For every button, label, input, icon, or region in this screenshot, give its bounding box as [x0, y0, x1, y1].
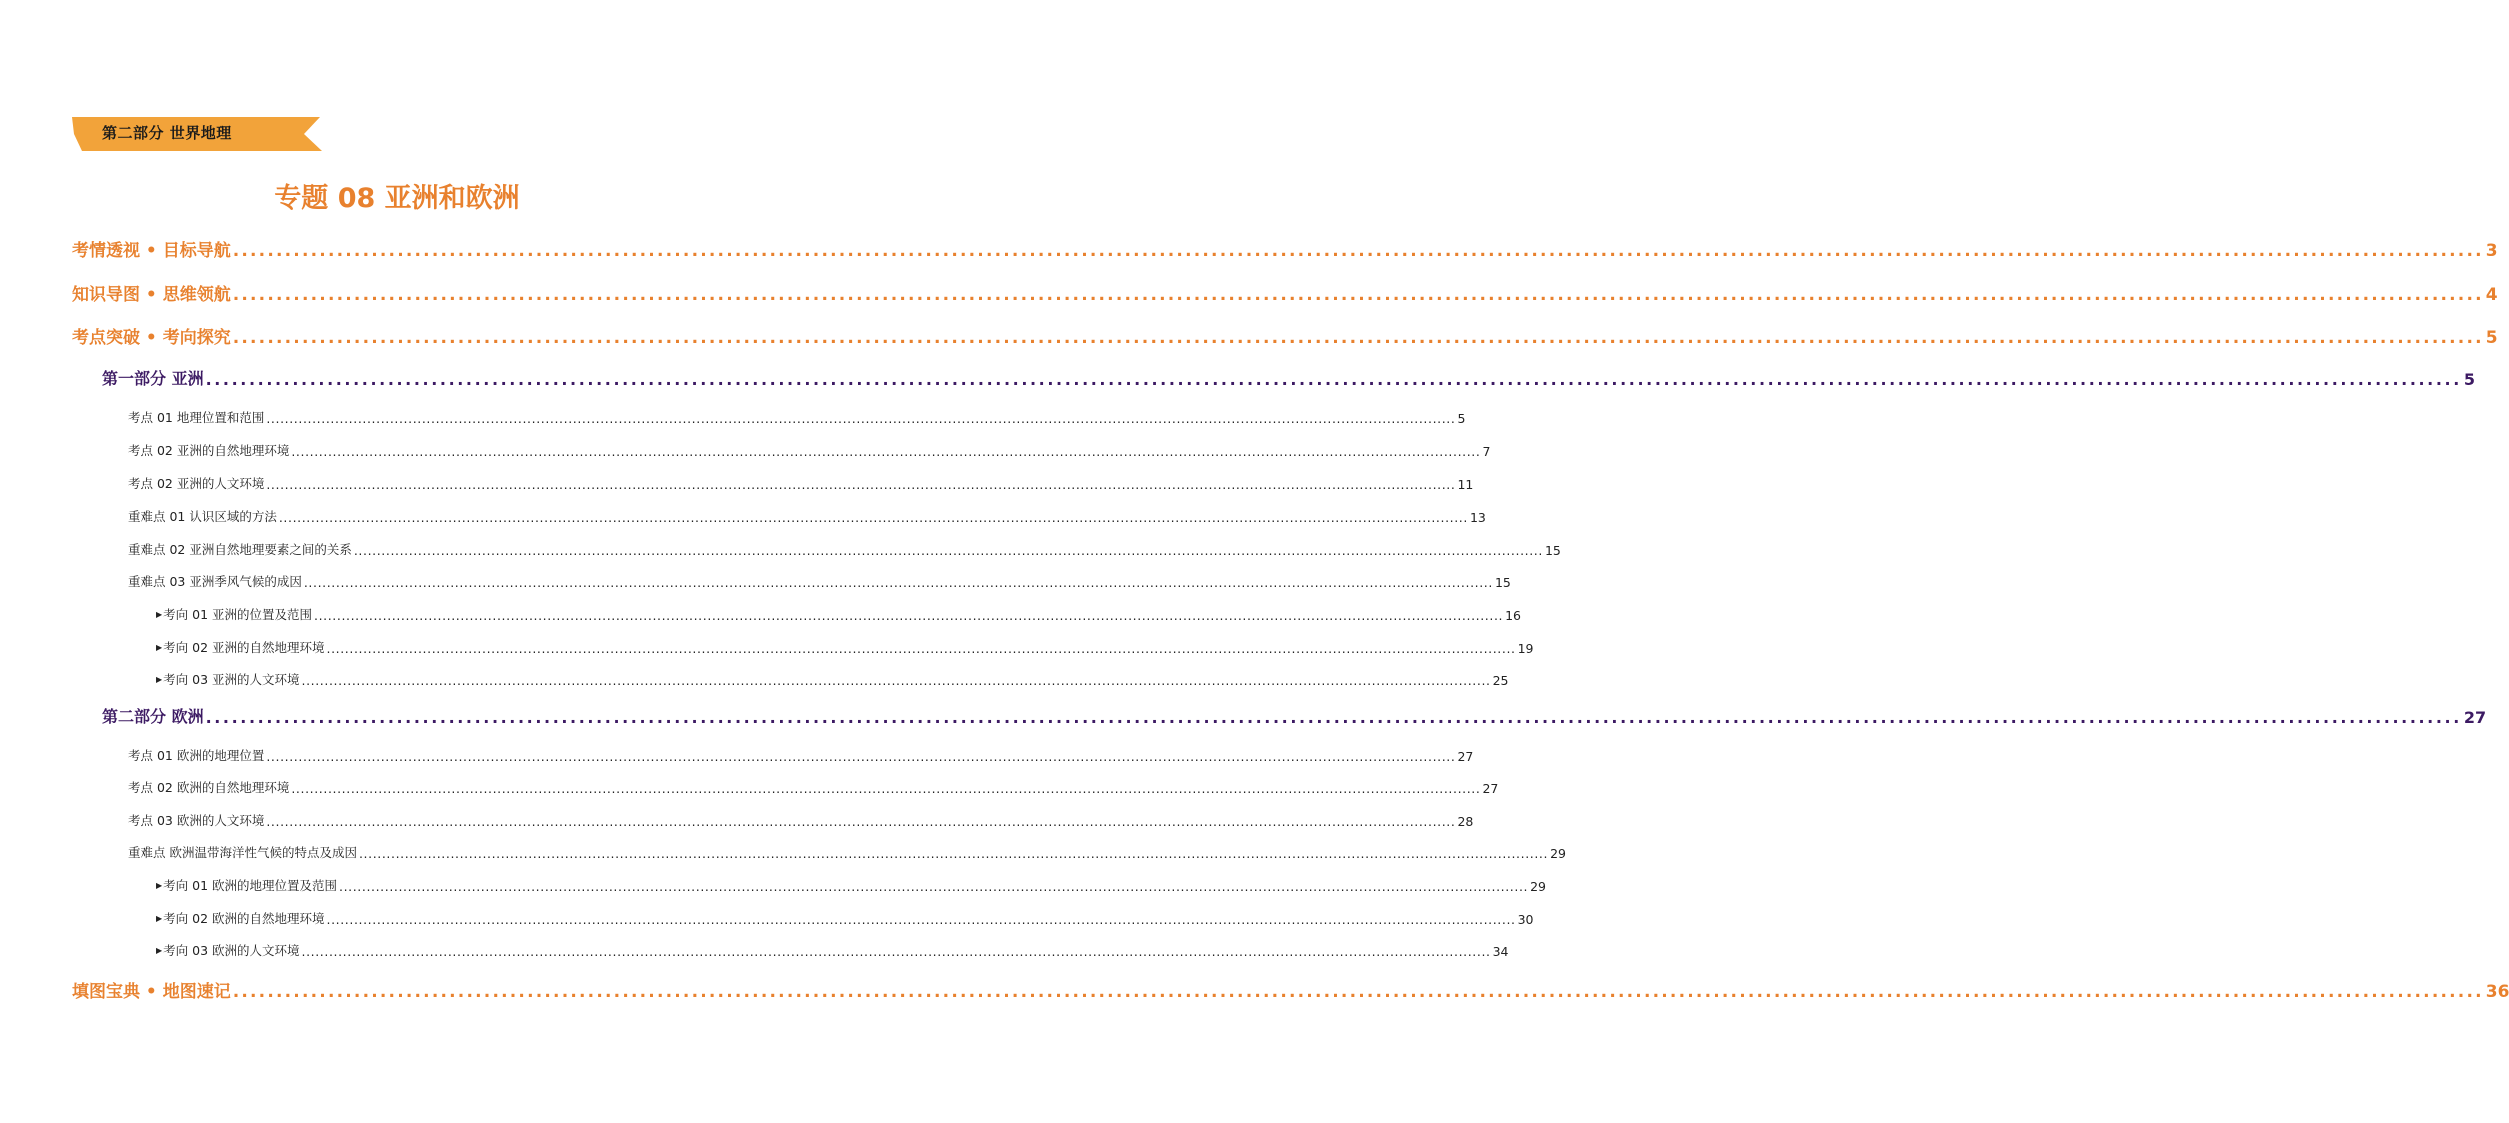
toc-entry-label: 考点 02 亚洲的人文环境 [128, 476, 265, 491]
triangle-right-icon: ▶ [156, 610, 163, 619]
toc-entry[interactable] [128, 507, 1486, 525]
triangle-right-icon: ▶ [156, 946, 163, 955]
toc-entry-page: 36 [2485, 982, 2509, 1002]
toc-entry-page: 29 [1550, 846, 1566, 861]
toc-entry-page: 25 [1492, 673, 1509, 688]
toc-entry-page: 15 [1494, 575, 1511, 590]
dot-leader: .................................................................................................................................................................................................................................................................... [301, 673, 1491, 688]
dot-leader: .................................................................................................................................................................................................................................................................... [326, 912, 1516, 927]
toc-entry[interactable] [156, 909, 1534, 927]
toc-entry-label: 考点 01 地理位置和范围 [128, 410, 265, 425]
toc-entry-label: 考向 03 亚洲的人文环境 [163, 672, 300, 687]
toc-entry[interactable] [128, 843, 1566, 861]
toc-entry-label: 考点 02 亚洲的自然地理环境 [128, 443, 290, 458]
toc-entry-page: 27 [2463, 708, 2487, 727]
toc-entry-label: 考向 03 欧洲的人文环境 [163, 943, 300, 958]
toc-entry-label: 考点 02 欧洲的自然地理环境 [128, 780, 290, 795]
toc-entry-label: 考点 01 欧洲的地理位置 [128, 748, 265, 763]
section-banner [72, 114, 324, 154]
dot-leader: .................................................................................................................................................................................................................................................................... [266, 814, 1456, 829]
dot-leader: .................................................................................................................................................................................................................................................................... [266, 749, 1456, 764]
toc-entry[interactable] [72, 323, 2498, 348]
toc-entry-label: 考向 02 亚洲的自然地理环境 [163, 640, 325, 655]
toc-entry-page: 13 [1469, 510, 1486, 525]
toc-entry-page: 11 [1457, 477, 1474, 492]
toc-entry[interactable] [128, 811, 1474, 829]
toc-entry[interactable] [128, 441, 1491, 459]
dot-leader: .................................................................................................................................................................................................................................................................... [232, 285, 2484, 305]
toc-entry-label: 重难点 03 亚洲季风气候的成因 [128, 574, 302, 589]
toc-entry-label: 重难点 02 亚洲自然地理要素之间的关系 [128, 542, 352, 557]
toc-entry-page: 27 [1482, 781, 1499, 796]
toc-entry-label: 考向 01 亚洲的位置及范围 [163, 607, 313, 622]
toc-entry-page: 5 [1457, 411, 1466, 426]
toc-entry[interactable] [128, 540, 1561, 558]
toc-entry[interactable] [156, 876, 1547, 894]
toc-entry[interactable] [156, 941, 1509, 959]
toc-entry[interactable] [128, 746, 1474, 764]
dot-leader: .................................................................................................................................................................................................................................................................... [314, 608, 1504, 623]
triangle-right-icon: ▶ [156, 675, 163, 684]
toc-entry-page: 15 [1544, 543, 1561, 558]
dot-leader: .................................................................................................................................................................................................................................................................... [291, 444, 1481, 459]
toc-entry-page: 7 [1482, 444, 1491, 459]
dot-leader: .................................................................................................................................................................................................................................................................... [301, 944, 1491, 959]
dot-leader: .................................................................................................................................................................................................................................................................... [232, 328, 2484, 348]
toc-entry-page: 27 [1457, 749, 1474, 764]
banner-text: 第二部分 世界地理 [102, 124, 232, 142]
toc-entry-label: 考向 01 欧洲的地理位置及范围 [163, 878, 338, 893]
toc-entry[interactable] [156, 605, 1522, 623]
dot-leader: .................................................................................................................................................................................................................................................................... [353, 543, 1543, 558]
toc-entry-label: 重难点 欧洲温带海洋性气候的特点及成因 [128, 845, 357, 860]
toc-entry-page: 16 [1505, 608, 1522, 623]
dot-leader: .................................................................................................................................................................................................................................................................... [266, 411, 1456, 426]
dot-leader: .................................................................................................................................................................................................................................................................... [232, 982, 2484, 1002]
toc-entry-label: 填图宝典 • 地图速记 [72, 982, 231, 1002]
toc-entry-page: 28 [1457, 814, 1474, 829]
dot-leader: .................................................................................................................................................................................................................................................................... [205, 370, 2462, 389]
toc-entry-label: 考点 03 欧洲的人文环境 [128, 813, 265, 828]
toc-entry-label: 考情透视 • 目标导航 [72, 241, 231, 261]
toc-entry-page: 19 [1517, 641, 1534, 656]
dot-leader: .................................................................................................................................................................................................................................................................... [303, 575, 1493, 590]
toc-entry[interactable] [128, 778, 1499, 796]
toc-entry[interactable] [72, 280, 2498, 305]
toc-entry-page: 34 [1492, 944, 1509, 959]
toc-entry[interactable] [156, 638, 1534, 656]
toc-entry[interactable] [72, 977, 2509, 1002]
dot-leader: .................................................................................................................................................................................................................................................................... [291, 781, 1481, 796]
dot-leader: .................................................................................................................................................................................................................................................................... [232, 241, 2484, 261]
toc-entry-page: 3 [2485, 241, 2498, 261]
toc-entry[interactable] [128, 474, 1474, 492]
toc-entry[interactable] [102, 704, 2487, 727]
toc-entry-label: 第二部分 欧洲 [102, 707, 204, 726]
toc-entry-page: 4 [2485, 285, 2498, 305]
toc-entry-page: 29 [1530, 879, 1547, 894]
toc-entry-label: 考向 02 欧洲的自然地理环境 [163, 911, 325, 926]
toc-entry-page: 5 [2485, 328, 2498, 348]
toc-entry-label: 第一部分 亚洲 [102, 369, 204, 388]
dot-leader: .................................................................................................................................................................................................................................................................... [358, 846, 1549, 861]
triangle-right-icon: ▶ [156, 643, 163, 652]
toc-entry-page: 30 [1517, 912, 1534, 927]
triangle-right-icon: ▶ [156, 881, 163, 890]
toc-entry[interactable] [72, 236, 2498, 261]
toc-entry[interactable] [128, 408, 1466, 426]
triangle-right-icon: ▶ [156, 914, 163, 923]
dot-leader: .................................................................................................................................................................................................................................................................... [278, 510, 1468, 525]
page-title: 专题 08 亚洲和欧洲 [274, 183, 520, 214]
toc-entry-page: 5 [2463, 370, 2476, 389]
toc-entry[interactable] [156, 670, 1509, 688]
toc-entry-label: 考点突破 • 考向探究 [72, 328, 231, 348]
toc-entry[interactable] [128, 572, 1511, 590]
toc-entry-label: 知识导图 • 思维领航 [72, 285, 231, 305]
dot-leader: .................................................................................................................................................................................................................................................................... [266, 477, 1456, 492]
dot-leader: .................................................................................................................................................................................................................................................................... [339, 879, 1529, 894]
toc-entry[interactable] [102, 366, 2476, 389]
dot-leader: .................................................................................................................................................................................................................................................................... [205, 708, 2462, 727]
toc-entry-label: 重难点 01 认识区域的方法 [128, 509, 277, 524]
dot-leader: .................................................................................................................................................................................................................................................................... [326, 641, 1516, 656]
